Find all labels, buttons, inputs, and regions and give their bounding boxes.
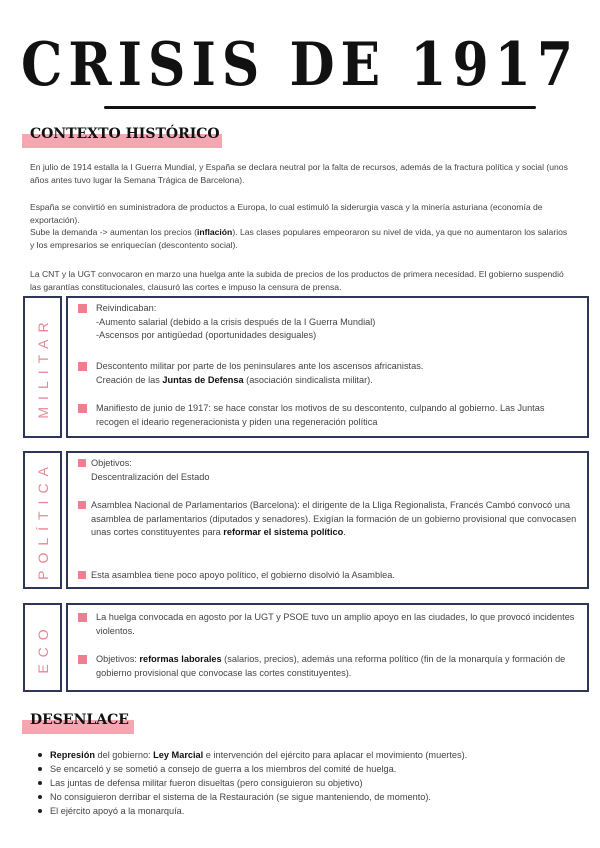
militar-item-descontento: Descontento militar por parte de los peninsulares ante los ascensos africanistas. Creación de las Juntas de Defensa (asociación sindicalista militar). [78,360,579,387]
eco-box [66,603,589,692]
bullet-square [78,613,87,622]
contexto-paragraph-2: España se convirtió en suministradora de productos a Europa, lo cual estimuló la siderurgia vasca y la minería asturiana (economía de exportación). [30,202,543,225]
contexto-paragraph-4: La CNT y la UGT convocaron en marzo una huelga ante la subida de precios de los productos de primera necesidad. El gobierno suspendió las garantías constitucionales, clausuró las cortes e impuso la censura de prensa. [30,269,564,292]
bullet-square [78,571,86,579]
bullet-square [78,304,87,313]
eco-item-huelga: La huelga convocada en agosto por la UGT y PSOE tuvo un amplio apoyo en las ciudades, lo que provocó incidentes violentos. [78,611,579,638]
politica-box [66,451,589,589]
list-item: No consiguieron derribar el sistema de la Restauración (se sigue manteniendo, de momento). [36,790,576,804]
bullet-square [78,655,87,664]
contexto-paragraph-1: En julio de 1914 estalla la I Guerra Mundial, y España se declara neutral por la falta de recursos, además de la fractura política y social (unos años antes tuvo lugar la Semana Trágica de Barcelona). [30,162,568,185]
militar-item-manifiesto: Manifiesto de junio de 1917: se hace constar los motivos de su descontento, culpando al gobierno. Las Juntas recogen el ideario regeneracionista y piden una regeneración política [78,402,579,429]
politica-item-objetivos: Objetivos: Descentralización del Estado [78,457,579,484]
bullet-square [78,501,86,509]
militar-box [66,296,589,438]
page-title: CRISIS DE 1917 [20,30,580,101]
list-item: Represión del gobierno: Ley Marcial e intervención del ejército para aplacar el movimiento (muertes). [36,748,576,762]
contexto-heading: CONTEXTO HISTÓRICO [30,126,220,142]
title-divider [104,106,536,109]
bullet-square [78,362,87,371]
desenlace-heading: DESENLACE [30,712,129,728]
politica-item-asamblea: Asamblea Nacional de Parlamentarios (Barcelona): el dirigente de la Lliga Regionalista, Francés Cambó convocó una asamblea de parlamentarios (diputados y senadores). Exigían la formación de un gobierno provisional que convocasen unas cortes constituyentes para reformar el sistema político. [78,499,579,540]
contexto-paragraph-3: Sube la demanda -> aumentan los precios (inflación). Las clases populares empeoraron su nivel de vida, ya que no aumentaron los salarios y los empresarios se enriquecían (descontento social). [30,227,568,250]
eco-side-label: ECO [23,603,62,692]
list-item: El ejército apoyó a la monarquía. [36,804,576,818]
bullet-square [78,404,87,413]
list-item: Las juntas de defensa militar fueron disueltas (pero consiguieron su objetivo) [36,776,576,790]
militar-item-reivindicaban: Reivindicaban: -Aumento salarial (debido a la crisis después de la I Guerra Mundial) -Ascensos por antigüedad (oportunidades desiguales) [78,302,579,343]
bullet-square [78,459,86,467]
eco-item-objetivos: Objetivos: reformas laborales (salarios, precios), además una reforma político (fin de la monarquía y formación de gobierno provisional que convocase las cortes constituyentes). [78,653,579,680]
politica-side-label: POLÍTICA [23,451,62,589]
militar-side-label: MILITAR [23,296,62,438]
desenlace-list [36,748,576,818]
list-item: Se encarceló y se sometió a consejo de guerra a los miembros del comité de huelga. [36,762,576,776]
politica-item-apoyo: Esta asamblea tiene poco apoyo político, el gobierno disolvió la Asamblea. [78,569,579,583]
